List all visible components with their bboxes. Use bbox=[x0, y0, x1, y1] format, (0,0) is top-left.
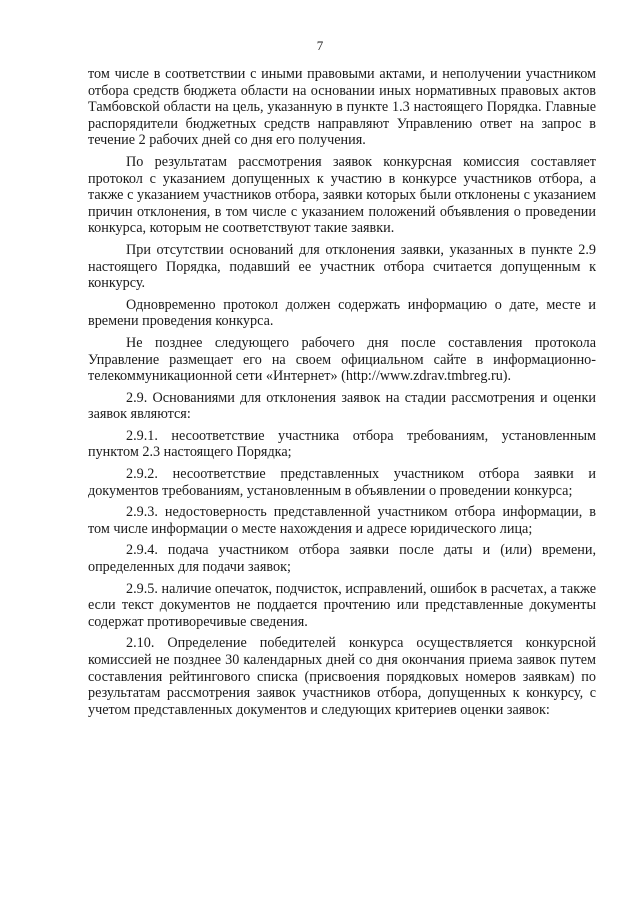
clause-2-9-2: 2.9.2. несоответствие представленных участником отбора заявки и документов требованиям, установленным в объявлении о проведении конкурса; bbox=[88, 466, 596, 499]
page-number: 7 bbox=[316, 38, 324, 53]
clause-2-9-5: 2.9.5. наличие опечаток, подчисток, исправлений, ошибок в расчетах, а также если текст документов не поддается прочтению или представленные документы содержат противоречивые сведения. bbox=[88, 580, 596, 630]
clause-2-9-1: 2.9.1. несоответствие участника отбора требованиям, установленным пунктом 2.3 настоящего Порядка; bbox=[88, 427, 596, 461]
clause-2-9-3: 2.9.3. недостоверность представленной участником отбора информации, в том числе информации о месте нахождения и адресе юридического лица; bbox=[88, 504, 596, 537]
paragraph-publication: Не позднее следующего рабочего дня после составления протокола Управление размещает его на своем официальном сайте в информационно-телекоммуникационной сети «Интернет» (http://www.zdrav.tmbreg.ru). bbox=[88, 334, 596, 385]
paragraph-continuation: том числе в соответствии с иными правовыми актами, и неполучении участником отбора средств бюджета области на основании иных нормативных правовых актов Тамбовской области на цель, указанную в пункте 1.3 настоящего Порядка. Главные распорядители бюджетных средств направляют Управлению ответ на запрос в течение 2 рабочих дней со дня его получения. bbox=[88, 66, 596, 149]
clause-2-9: 2.9. Основаниями для отклонения заявок на стадии рассмотрения и оценки заявок являются: bbox=[88, 389, 596, 423]
paragraph-admission: При отсутствии оснований для отклонения заявки, указанных в пункте 2.9 настоящего Порядка, подавший ее участник отбора считается допущенным к конкурсу. bbox=[88, 241, 596, 292]
clause-2-10: 2.10. Определение победителей конкурса осуществляется конкурсной комиссией не позднее 30 календарных дней со дня окончания приема заявок путем составления рейтингового списка (присвоения порядковых номеров заявкам) по результатам рассмотрения заявок участников отбора, допущенных к конкурсу, с учетом представленных документов и следующих критериев оценки заявок: bbox=[88, 635, 596, 718]
clause-2-9-4: 2.9.4. подача участником отбора заявки после даты и (или) времени, определенных для подачи заявок; bbox=[88, 542, 596, 576]
paragraph-protocol: По результатам рассмотрения заявок конкурсная комиссия составляет протокол с указанием допущенных к участию в конкурсе участников отбора, а также с указанием участников отбора, заявки которых были отклонены с указанием причин отклонения, в том числе с указанием положений объявления о проведении конкурса, которым не соответствуют такие заявки. bbox=[88, 153, 596, 237]
paragraph-protocol-info: Одновременно протокол должен содержать информацию о дате, месте и времени проведения конкурса. bbox=[88, 296, 596, 330]
document-body bbox=[88, 66, 596, 723]
